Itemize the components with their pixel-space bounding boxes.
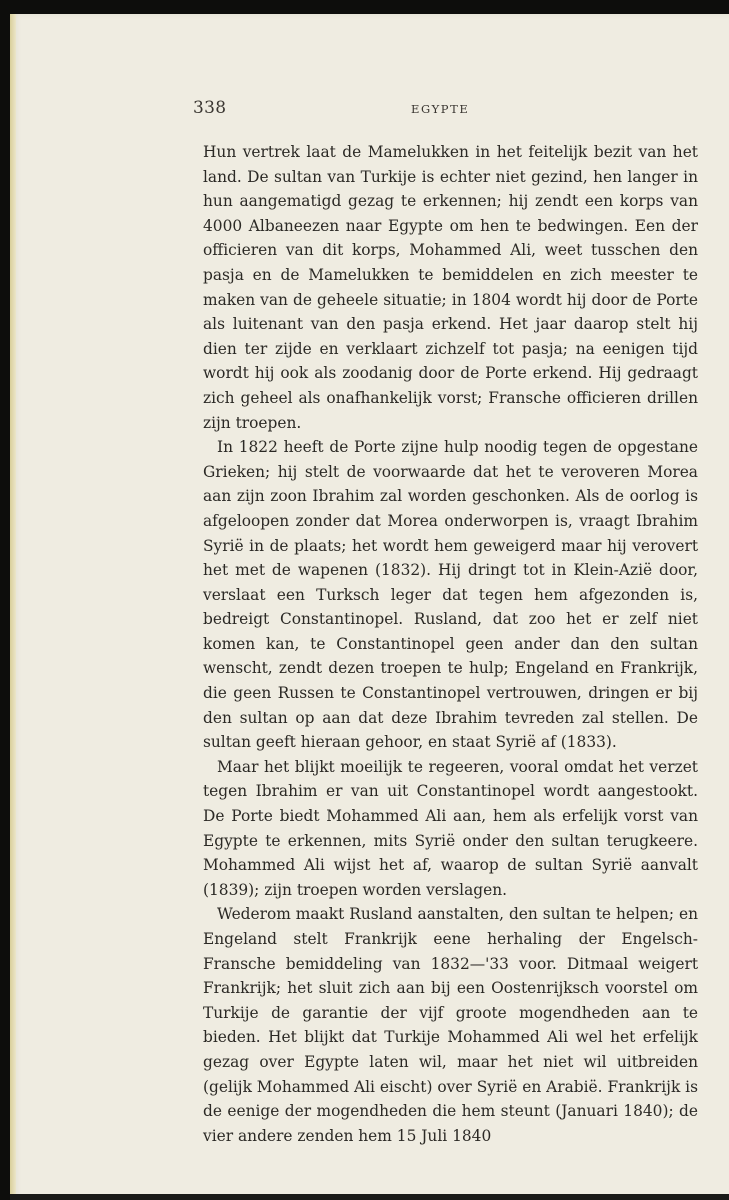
running-head xyxy=(193,98,710,120)
body-text xyxy=(203,140,698,1148)
paragraph: In 1822 heeft de Porte zijne hulp noodig tegen de opgestane Grieken; hij stelt de voorwaarde dat het te veroveren Morea aan zijn zoon Ibrahim zal worden geschonken. Als de oorlog is afgeloopen zonder dat Morea onderworpen is, vraagt Ibrahim Syrië in de plaats; het wordt hem geweigerd maar hij verovert het met de wapenen (1832). Hij dringt tot in Klein-Azië door, verslaat een Turksch leger dat tegen hem afgezonden is, bedreigt Constantinopel. Rusland, dat zoo het er zelf niet komen kan, te Constantinopel geen ander dan den sultan wenscht, zendt dezen troepen te hulp; Engeland en Frankrijk, die geen Russen te Constantinopel vertrouwen, dringen er bij den sultan op aan dat deze Ibrahim tevreden zal stellen. De sultan geeft hieraan gehoor, en staat Syrië af (1833). xyxy=(203,438,698,752)
paragraph: Maar het blijkt moeilijk te regeeren, vooral omdat het verzet tegen Ibrahim er van uit Constantinopel wordt aangestookt. De Porte biedt Mohammed Ali aan, hem als erfelijk vorst van Egypte te erkennen, mits Syrië onder den sultan terugkeere. Mohammed Ali wijst het af, waarop de sultan Syrië aanvalt (1839); zijn troepen worden verslagen. xyxy=(203,757,698,899)
paragraph: Wederom maakt Rusland aanstalten, den sultan te helpen; en Engeland stelt Frankrijk eene herhaling der Engelsch-Fransche bemiddeling van 1832—'33 voor. Ditmaal weigert Frankrijk; het sluit zich aan bij een Oostenrijksch voorstel om Turkije de garantie der vijf groote mogendheden aan te bieden. Het blijkt dat Turkije Mohammed Ali wel het erfelijk gezag over Egypte laten wil, maar het niet wil uitbreiden (gelijk Mohammed Ali eischt) over Syrië en Arabië. Frankrijk is de eenige der mogendheden die hem steunt (Januari 1840); de vier andere zenden hem 15 Juli 1840 xyxy=(203,905,698,1145)
paragraph: Hun vertrek laat de Mamelukken in het feitelijk bezit van het land. De sultan van Turkije is echter niet gezind, hen langer in hun aangematigd gezag te erkennen; hij zendt een korps van 4000 Albaneezen naar Egypte om hen te bedwingen. Een der officieren van dit korps, Mohammed Ali, weet tusschen den pasja en de Mamelukken te bemiddelen en zich meester te maken van de geheele situatie; in 1804 wordt hij door de Porte als luitenant van den pasja erkend. Het jaar daarop stelt hij dien ter zijde en verklaart zichzelf tot pasja; na eenigen tijd wordt hij ook als zoodanig door de Porte erkend. Hij gedraagt zich geheel als onafhankelijk vorst; Fransche officieren drillen zijn troepen. xyxy=(203,143,698,432)
page-number: 338 xyxy=(193,98,227,118)
page-gutter-edge xyxy=(10,14,16,1200)
chapter-title: EGYPTE xyxy=(411,102,470,116)
page-bottom-shadow xyxy=(10,1194,729,1200)
